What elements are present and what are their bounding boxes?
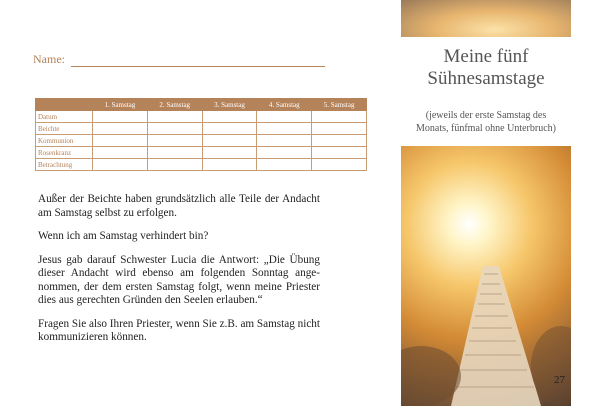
stairway-to-heaven-image	[401, 146, 571, 406]
row-label: Betrachtung	[36, 159, 93, 171]
table-header-cell: 5. Samstag	[312, 99, 367, 111]
table-cell[interactable]	[93, 147, 148, 159]
table-cell[interactable]	[147, 135, 202, 147]
body-text	[38, 193, 320, 355]
table-cell[interactable]	[147, 159, 202, 171]
table-cell[interactable]	[147, 123, 202, 135]
subtitle-line: (jeweils der erste Samstag des	[425, 110, 547, 121]
table-cell[interactable]	[93, 159, 148, 171]
name-row	[33, 52, 325, 67]
sky-image-top	[401, 0, 571, 37]
table-row	[36, 111, 367, 123]
table-cell[interactable]	[257, 159, 312, 171]
stairs-illustration	[401, 146, 571, 406]
table-cell[interactable]	[312, 111, 367, 123]
table-cell[interactable]	[257, 111, 312, 123]
table-cell[interactable]	[312, 123, 367, 135]
table-cell[interactable]	[257, 147, 312, 159]
table-row	[36, 135, 367, 147]
table-cell[interactable]	[147, 111, 202, 123]
table-cell[interactable]	[93, 123, 148, 135]
saturday-tracking-table	[35, 98, 367, 171]
row-label: Datum	[36, 111, 93, 123]
table-cell[interactable]	[202, 147, 257, 159]
name-input-line[interactable]	[71, 56, 325, 67]
name-label: Name:	[33, 52, 65, 66]
table-cell[interactable]	[312, 147, 367, 159]
page-title	[401, 46, 571, 90]
paragraph: Außer der Beichte haben grundsätzlich alle Teile der Andacht am Samstag selbst zu erfolgen.	[38, 193, 320, 219]
row-label: Rosenkranz	[36, 147, 93, 159]
table-row	[36, 147, 367, 159]
table-cell[interactable]	[202, 135, 257, 147]
table-cell[interactable]	[93, 135, 148, 147]
row-label: Beichte	[36, 123, 93, 135]
table-header-cell: 4. Samstag	[257, 99, 312, 111]
table-header-cell: 3. Samstag	[202, 99, 257, 111]
title-line: Meine fünf	[443, 46, 529, 67]
subtitle-line: Monats, fünfmal ohne Unterbruch)	[416, 123, 556, 134]
table-header-cell: 1. Samstag	[93, 99, 148, 111]
table-row	[36, 159, 367, 171]
paragraph: Wenn ich am Samstag verhindert bin?	[38, 230, 209, 242]
right-page	[401, 0, 571, 406]
table-header-cell	[36, 99, 93, 111]
table-header-row	[36, 99, 367, 111]
paragraph: Fragen Sie also Ihren Priester, wenn Sie z.B. am Samstag nicht kommunizieren können.	[38, 317, 320, 343]
page-number: 27	[554, 374, 565, 386]
paragraph: Jesus gab darauf Schwester Lucia die Antwort: „Die Übung dieser Andacht wird ebenso am folgenden Sonntag angenommen, der dem ersten Samstag folgt, wenn meine Priester dies aus gerechten Gründen den Seelen erlauben.“	[38, 253, 320, 306]
table-cell[interactable]	[312, 135, 367, 147]
table-cell[interactable]	[312, 159, 367, 171]
table-cell[interactable]	[202, 111, 257, 123]
table-cell[interactable]	[202, 123, 257, 135]
table-header-cell: 2. Samstag	[147, 99, 202, 111]
table-cell[interactable]	[93, 111, 148, 123]
table-cell[interactable]	[257, 123, 312, 135]
title-line: Sühnesamstage	[427, 68, 545, 89]
page-subtitle	[401, 109, 571, 135]
table-row	[36, 123, 367, 135]
table-cell[interactable]	[202, 159, 257, 171]
table-cell[interactable]	[147, 147, 202, 159]
row-label: Kommunion	[36, 135, 93, 147]
table-cell[interactable]	[257, 135, 312, 147]
